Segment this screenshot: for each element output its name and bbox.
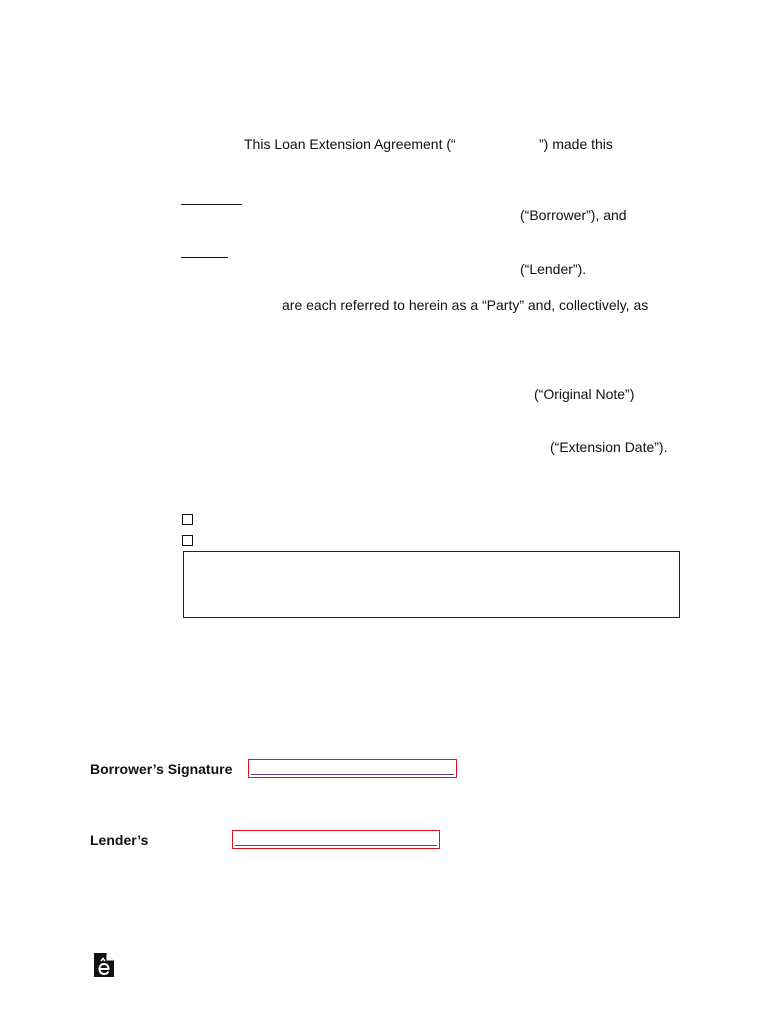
borrower-signature-line xyxy=(251,774,454,775)
lender-name-blank xyxy=(181,257,228,258)
borrower-signature-field[interactable] xyxy=(248,759,457,778)
original-note-label: (“Original Note”) xyxy=(534,386,635,402)
intro-opening-text: This Loan Extension Agreement (“ xyxy=(244,136,456,152)
lender-signature-line xyxy=(235,845,437,846)
extension-date-label: (“Extension Date”). xyxy=(550,439,668,455)
other-terms-textbox[interactable] xyxy=(183,551,680,618)
option-checkbox-2[interactable] xyxy=(182,535,193,546)
eforms-document-e-icon xyxy=(93,952,115,978)
option-checkbox-1[interactable] xyxy=(182,514,193,525)
borrower-signature-label: Borrower’s Signature xyxy=(90,761,233,777)
parties-text: are each referred to herein as a “Party” and, collectively, as xyxy=(282,297,649,313)
borrower-label: (“Borrower”), and xyxy=(520,207,627,223)
intro-closing-text: ”) made this xyxy=(539,136,613,152)
lender-label: (“Lender”). xyxy=(520,261,587,277)
document-e-icon-graphic xyxy=(93,952,115,978)
lender-signature-label: Lender’s xyxy=(90,832,149,848)
borrower-name-blank xyxy=(181,204,242,205)
lender-signature-field[interactable] xyxy=(232,830,440,849)
